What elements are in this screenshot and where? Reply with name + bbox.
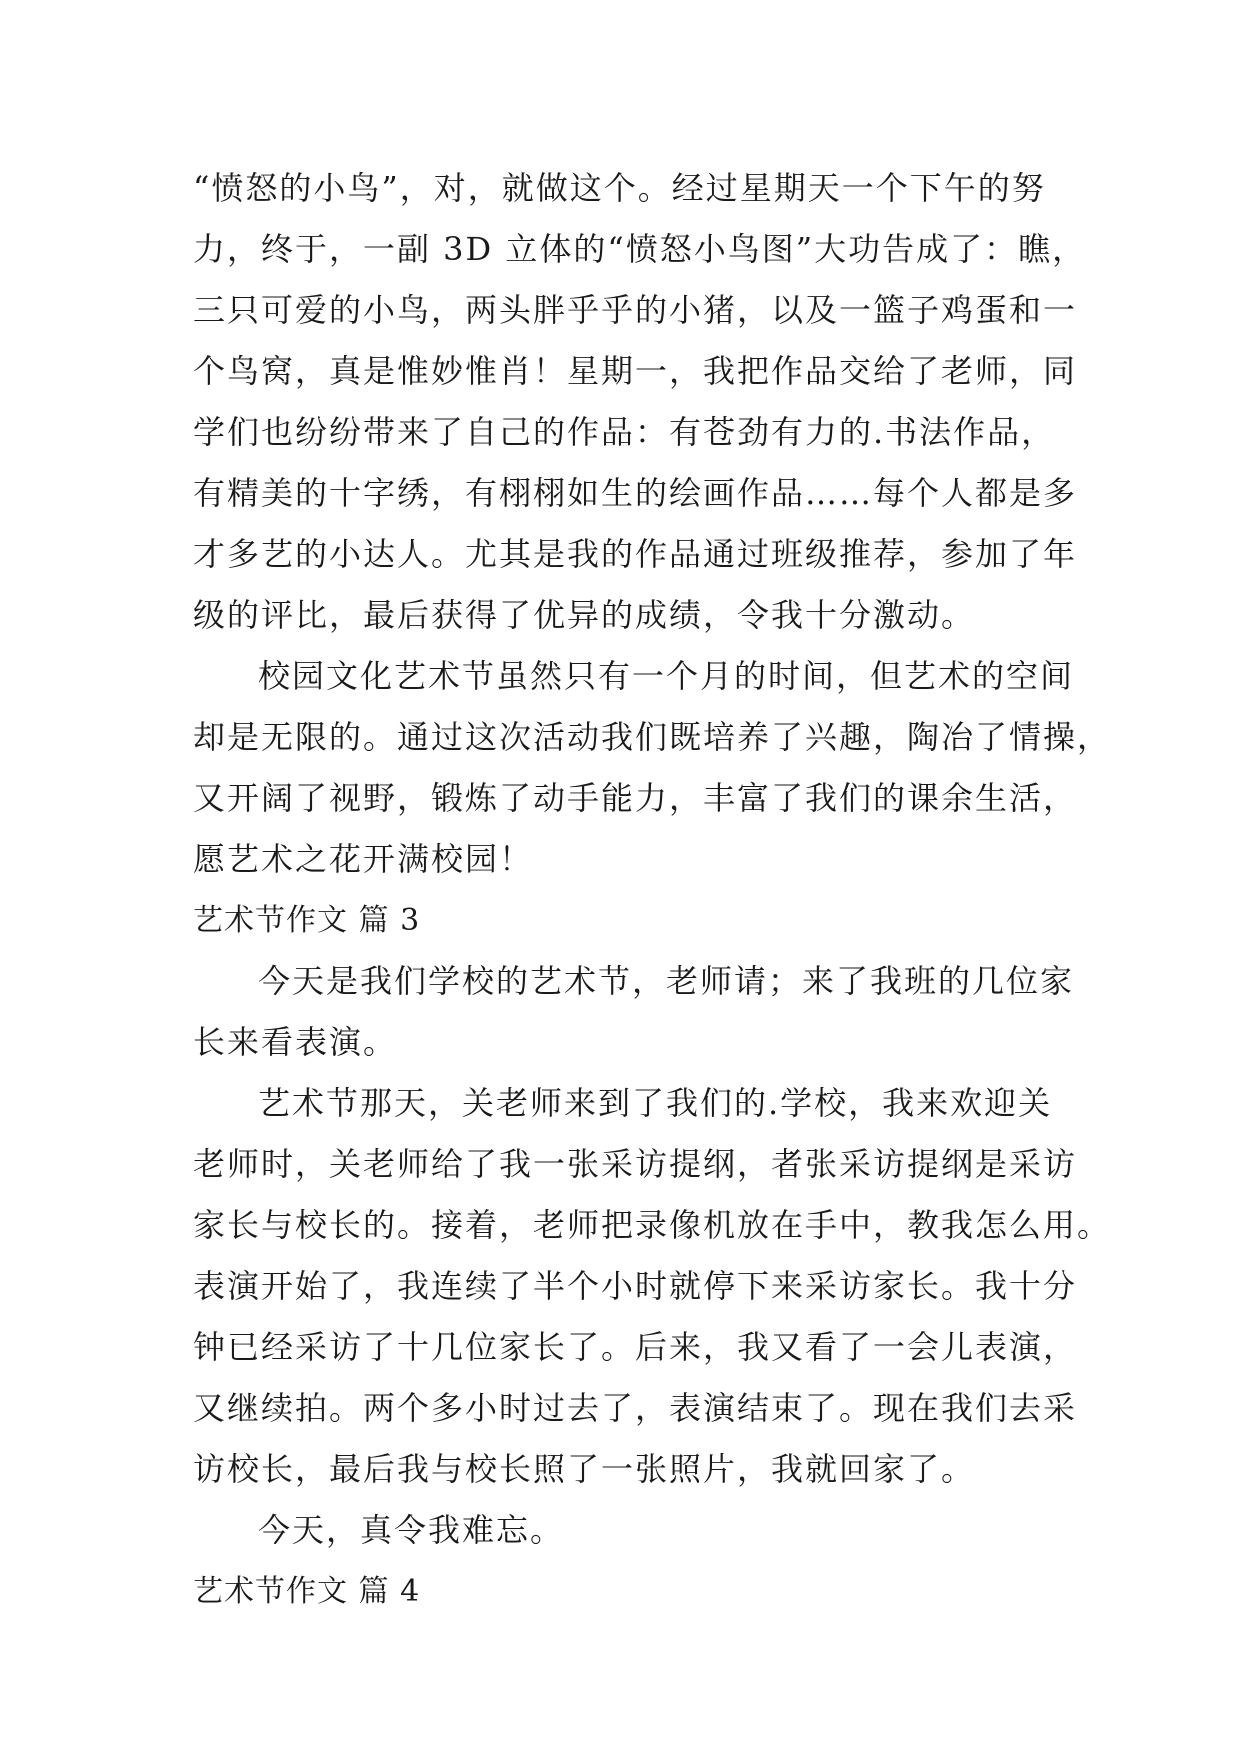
paragraph-line: 级的评比，最后获得了优异的成绩，令我十分激动。	[193, 596, 976, 634]
paragraph-line: 个鸟窝，真是惟妙惟肖！星期一，我把作品交给了老师，同	[193, 352, 1078, 390]
paragraph-line: 愿艺术之花开满校园！	[193, 840, 534, 878]
paragraph-line: 艺术节那天，关老师来到了我们的.学校，我来欢迎关	[258, 1084, 1053, 1122]
paragraph-line: 老师时，关老师给了我一张采访提纲，者张采访提纲是采访	[193, 1145, 1078, 1183]
paragraph-line: 今天是我们学校的艺术节，老师请；来了我班的几位家	[258, 962, 1075, 1000]
paragraph-line: 有精美的十字绣，有栩栩如生的绘画作品……每个人都是多	[193, 474, 1078, 512]
paragraph-line: “愤怒的小鸟”，对，就做这个。经过星期天一个下午的努	[193, 169, 1046, 207]
section-heading: 艺术节作文 篇 3	[193, 903, 421, 938]
paragraph-line: 家长与校长的。接着，老师把录像机放在手中，教我怎么用。	[193, 1206, 1112, 1244]
section-heading: 艺术节作文 篇 4	[193, 1574, 421, 1609]
paragraph-line: 却是无限的。通过这次活动我们既培养了兴趣，陶冶了情操，	[193, 718, 1112, 756]
paragraph-line: 又继续拍。两个多小时过去了，表演结束了。现在我们去采	[193, 1389, 1078, 1427]
paragraph-line: 又开阔了视野，锻炼了动手能力，丰富了我们的课余生活，	[193, 779, 1078, 817]
paragraph-line: 今天，真令我难忘。	[258, 1511, 565, 1549]
paragraph-line: 钟已经采访了十几位家长了。后来，我又看了一会儿表演，	[193, 1328, 1078, 1366]
paragraph-line: 长来看表演。	[193, 1023, 398, 1061]
paragraph-line: 才多艺的小达人。尤其是我的作品通过班级推荐，参加了年	[193, 535, 1078, 573]
paragraph-line: 校园文化艺术节虽然只有一个月的时间，但艺术的空间	[258, 657, 1075, 695]
paragraph-line: 访校长，最后我与校长照了一张照片，我就回家了。	[193, 1450, 976, 1488]
paragraph-line: 学们也纷纷带来了自己的作品：有苍劲有力的.书法作品，	[193, 413, 1056, 451]
paragraph-line: 表演开始了，我连续了半个小时就停下来采访家长。我十分	[193, 1267, 1078, 1305]
document-body	[193, 158, 1112, 1622]
paragraph-line: 三只可爱的小鸟，两头胖乎乎的小猪，以及一篮子鸡蛋和一	[193, 291, 1078, 329]
paragraph-line: 力，终于，一副 3D 立体的“愤怒小鸟图”大功告成了：瞧，	[193, 230, 1087, 268]
